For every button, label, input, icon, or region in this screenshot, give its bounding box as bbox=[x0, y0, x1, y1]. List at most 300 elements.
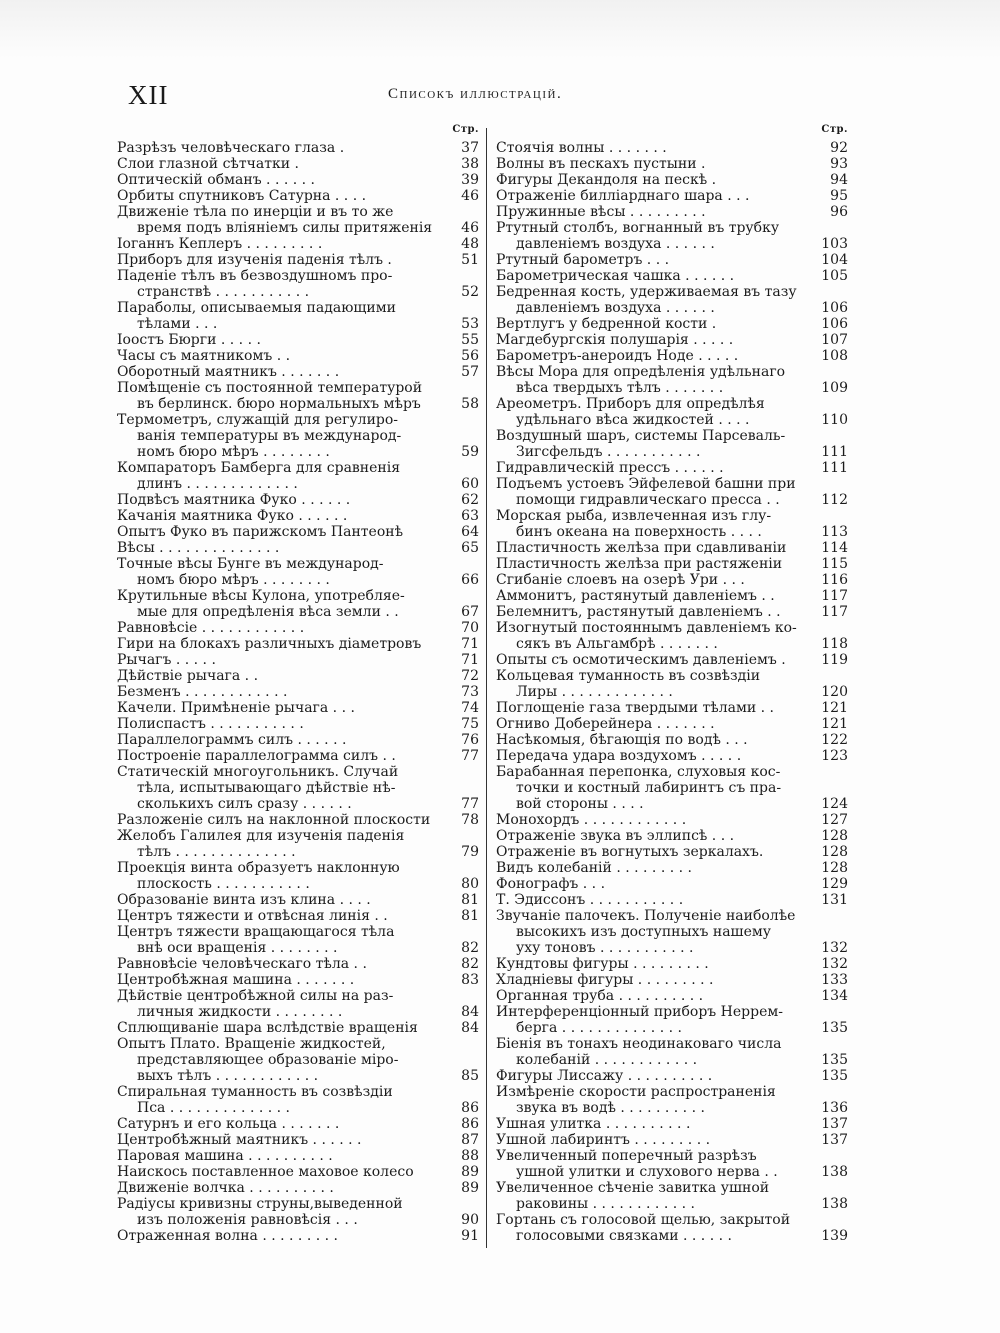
entry-title-line: Іоостъ Бюрги . . . . . bbox=[117, 332, 261, 348]
entry-title-line: Вѣсы Мора для опредѣленія удѣльнаго bbox=[496, 364, 786, 380]
entry-title bbox=[496, 828, 814, 844]
entry-page-number: 70 bbox=[461, 620, 479, 636]
entry-title bbox=[496, 172, 814, 188]
illustration-entry bbox=[117, 972, 483, 988]
entry-title-line: странствѣ . . . . . . . . . . . bbox=[137, 284, 310, 300]
illustration-entry bbox=[496, 1036, 852, 1068]
illustration-entry bbox=[496, 908, 852, 956]
illustration-entry bbox=[117, 188, 483, 204]
entry-page-number: 133 bbox=[821, 972, 848, 988]
entry-title bbox=[117, 988, 445, 1020]
entry-title-line: Фигуры Лиссажу . . . . . . . . . . bbox=[496, 1068, 713, 1084]
entry-page-number: 135 bbox=[821, 1020, 848, 1036]
entry-page-number: 65 bbox=[461, 540, 479, 556]
entry-title bbox=[117, 332, 445, 348]
illustration-entry bbox=[117, 860, 483, 892]
entry-title bbox=[117, 956, 445, 972]
entry-title-line: бинъ океана на поверхность . . . . bbox=[516, 524, 762, 540]
illustration-entry bbox=[496, 588, 852, 604]
entry-title bbox=[496, 876, 814, 892]
entry-title-line: Построеніе параллелограмма силъ . . bbox=[117, 748, 396, 764]
entry-page-number: 86 bbox=[461, 1100, 479, 1116]
entry-title-line: Движеніе тѣла по инерціи и въ то же bbox=[117, 204, 394, 220]
entry-title-line: Пластичность желѣза при сдавливаніи bbox=[496, 540, 787, 556]
entry-title-line: номъ бюро мѣръ . . . . . . . . bbox=[137, 444, 330, 460]
entry-page-number: 119 bbox=[821, 652, 848, 668]
entry-title bbox=[496, 284, 814, 316]
entry-title-line: Слои глазной сѣтчатки . bbox=[117, 156, 299, 172]
entry-title-line: ушной улитки и слухового нерва . . bbox=[516, 1164, 778, 1180]
entry-page-number: 132 bbox=[821, 956, 848, 972]
entry-page-number: 108 bbox=[821, 348, 848, 364]
illustration-entry bbox=[496, 572, 852, 588]
entry-title bbox=[117, 668, 445, 684]
entry-title bbox=[117, 540, 445, 556]
illustration-entry bbox=[117, 716, 483, 732]
entry-title-line: Изогнутый постояннымъ давленіемъ ко- bbox=[496, 620, 797, 636]
entry-title-line: Насѣкомыя, бѣгающія по водѣ . . . bbox=[496, 732, 748, 748]
entry-title-line: Вѣсы . . . . . . . . . . . . . . bbox=[117, 540, 280, 556]
entry-title-line: Орбиты спутниковъ Сатурна . . . . bbox=[117, 188, 367, 204]
entry-page-number: 93 bbox=[830, 156, 848, 172]
entry-title-line: Статическій многоугольникъ. Случай bbox=[117, 764, 399, 780]
right-column bbox=[496, 124, 852, 1244]
entry-title-line: Гортань съ голосовой щелью, закрытой bbox=[496, 1212, 791, 1228]
entry-page-number: 67 bbox=[461, 604, 479, 620]
entry-title bbox=[496, 732, 814, 748]
entry-title-line: точки и костный лабиринтъ съ пра- bbox=[516, 780, 782, 796]
entry-title bbox=[496, 156, 814, 172]
illustration-entry bbox=[117, 956, 483, 972]
illustration-entry bbox=[117, 908, 483, 924]
entry-page-number: 94 bbox=[830, 172, 848, 188]
entry-page-number: 71 bbox=[461, 652, 479, 668]
illustration-entry bbox=[117, 828, 483, 860]
entry-page-number: 55 bbox=[461, 332, 479, 348]
entry-title bbox=[117, 1116, 445, 1132]
entry-page-number: 51 bbox=[461, 252, 479, 268]
entry-title-line: Морская рыба, извлеченная изъ глу- bbox=[496, 508, 772, 524]
entry-page-number: 118 bbox=[821, 636, 848, 652]
illustration-entry bbox=[496, 172, 852, 188]
entry-title bbox=[117, 716, 445, 732]
entry-title-line: время подъ вліяніемъ силы притяженія bbox=[137, 220, 433, 236]
running-title: Списокъ иллюстрацій. bbox=[388, 86, 563, 102]
entry-title-line: вой стороны . . . . bbox=[516, 796, 644, 812]
entry-title-line: Фонографъ . . . bbox=[496, 876, 606, 892]
entry-page-number: 121 bbox=[821, 700, 848, 716]
entry-page-number: 109 bbox=[821, 380, 848, 396]
illustration-entry bbox=[496, 460, 852, 476]
entry-page-number: 39 bbox=[461, 172, 479, 188]
illustration-entry bbox=[496, 668, 852, 700]
entry-title-line: Равновѣсіе человѣческаго тѣла . . bbox=[117, 956, 367, 972]
illustration-entry bbox=[496, 620, 852, 652]
entry-title bbox=[117, 140, 445, 156]
illustration-entry bbox=[496, 812, 852, 828]
entry-title-line: мые для опредѣленія вѣса земли . . bbox=[137, 604, 399, 620]
entry-title bbox=[496, 220, 814, 252]
entry-title bbox=[117, 908, 445, 924]
entry-title bbox=[496, 972, 814, 988]
entry-title-line: сякъ въ Альгамбрѣ . . . . . . . bbox=[516, 636, 718, 652]
entry-title-line: Вертлугъ у бедренной кости . bbox=[496, 316, 717, 332]
entry-page-number: 81 bbox=[461, 892, 479, 908]
illustration-entry bbox=[117, 1228, 483, 1244]
illustration-entry bbox=[496, 860, 852, 876]
illustration-entry bbox=[496, 828, 852, 844]
entry-title bbox=[117, 652, 445, 668]
entry-title bbox=[496, 1068, 814, 1084]
illustration-entry bbox=[496, 428, 852, 460]
illustration-entry bbox=[117, 588, 483, 620]
entry-title-line: Барометрическая чашка . . . . . . bbox=[496, 268, 735, 284]
entry-title bbox=[496, 844, 814, 860]
page-column-header: Стр. bbox=[821, 124, 848, 135]
entry-title-line: Сплющиваніе шара вслѣдствіе вращенія bbox=[117, 1020, 418, 1036]
entry-page-number: 77 bbox=[461, 748, 479, 764]
illustration-entry bbox=[117, 892, 483, 908]
illustration-entry bbox=[117, 700, 483, 716]
entry-title-line: Приборъ для изученія паденія тѣлъ . bbox=[117, 252, 392, 268]
entry-title bbox=[496, 1116, 814, 1132]
entry-title bbox=[117, 348, 445, 364]
illustration-entry bbox=[496, 1148, 852, 1180]
entry-title-line: Пластичность желѣза при растяженіи bbox=[496, 556, 783, 572]
entry-title bbox=[117, 764, 445, 812]
entry-title-line: сколькихъ силъ сразу . . . . . . bbox=[137, 796, 352, 812]
entry-page-number: 63 bbox=[461, 508, 479, 524]
illustration-entry bbox=[496, 188, 852, 204]
entry-title-line: Поглощеніе газа твердыми тѣлами . . bbox=[496, 700, 775, 716]
entry-title-line: номъ бюро мѣръ . . . . . . . . bbox=[137, 572, 330, 588]
entry-title bbox=[496, 188, 814, 204]
entry-title-line: Стоячія волны . . . . . . . bbox=[496, 140, 667, 156]
entry-page-number: 75 bbox=[461, 716, 479, 732]
entry-page-number: 82 bbox=[461, 956, 479, 972]
entry-title bbox=[496, 892, 814, 908]
entry-title bbox=[496, 620, 814, 652]
entry-title bbox=[117, 924, 445, 956]
entry-title-line: Гидравлическій прессъ . . . . . . bbox=[496, 460, 724, 476]
illustration-entry bbox=[117, 1164, 483, 1180]
entry-page-number: 89 bbox=[461, 1180, 479, 1196]
column-divider bbox=[486, 128, 487, 1248]
entry-page-number: 137 bbox=[821, 1116, 848, 1132]
entry-title bbox=[117, 972, 445, 988]
entry-title-line: Отраженіе въ вогнутыхъ зеркалахъ. bbox=[496, 844, 764, 860]
entry-title bbox=[117, 156, 445, 172]
entry-title bbox=[496, 604, 814, 620]
entry-title-line: тѣлами . . . bbox=[137, 316, 218, 332]
entry-title-line: Спиральная туманность въ созвѣздіи bbox=[117, 1084, 393, 1100]
entry-title-line: Подъемъ устоевъ Эйфелевой башни при bbox=[496, 476, 796, 492]
entry-title-line: Ушной лабиринтъ . . . . . . . . . bbox=[496, 1132, 711, 1148]
entry-title-line: уху тоновъ . . . . . . . . . . . bbox=[516, 940, 694, 956]
entry-page-number: 82 bbox=[461, 940, 479, 956]
entry-page-number: 107 bbox=[821, 332, 848, 348]
entry-page-number: 72 bbox=[461, 668, 479, 684]
entry-title-line: Разложеніе силъ на наклонной плоскости bbox=[117, 812, 431, 828]
entry-title-line: Пружинные вѣсы . . . . . . . . . bbox=[496, 204, 706, 220]
entry-page-number: 138 bbox=[821, 1196, 848, 1212]
illustration-entry bbox=[117, 636, 483, 652]
entry-title bbox=[496, 508, 814, 540]
entry-title bbox=[117, 460, 445, 492]
illustration-entry bbox=[496, 316, 852, 332]
illustration-entry bbox=[496, 332, 852, 348]
entry-title-line: Сатурнъ и его кольца . . . . . . . bbox=[117, 1116, 340, 1132]
entry-title bbox=[117, 204, 445, 236]
entry-page-number: 92 bbox=[830, 140, 848, 156]
entry-title-line: Радіусы кривизны струны,выведенной bbox=[117, 1196, 403, 1212]
entry-page-number: 84 bbox=[461, 1020, 479, 1036]
illustration-entry bbox=[117, 348, 483, 364]
entry-title bbox=[496, 1004, 814, 1036]
entry-title-line: Качанія маятника Фуко . . . . . . bbox=[117, 508, 348, 524]
entry-title bbox=[117, 1180, 445, 1196]
entry-title-line: Ареометръ. Приборъ для опредѣлѣя bbox=[496, 396, 765, 412]
entry-title bbox=[117, 700, 445, 716]
entry-page-number: 46 bbox=[461, 220, 479, 236]
illustration-entry bbox=[117, 172, 483, 188]
entry-title bbox=[117, 860, 445, 892]
entry-title-line: Зигсфельдъ . . . . . . . . . . . bbox=[516, 444, 701, 460]
entry-page-number: 122 bbox=[821, 732, 848, 748]
entry-title-line: Центръ тяжести и отвѣсная линія . . bbox=[117, 908, 388, 924]
entry-page-number: 110 bbox=[821, 412, 848, 428]
entry-page-number: 117 bbox=[821, 604, 848, 620]
entry-title-line: Лиры . . . . . . . . . . . . . bbox=[516, 684, 673, 700]
entry-title-line: внѣ оси вращенія . . . . . . . . bbox=[137, 940, 338, 956]
entry-title-line: Бедренная кость, удерживаемая въ тазу bbox=[496, 284, 797, 300]
entry-title-line: Центръ тяжести вращающагося тѣла bbox=[117, 924, 395, 940]
entry-page-number: 79 bbox=[461, 844, 479, 860]
illustration-entry bbox=[496, 1132, 852, 1148]
entry-title bbox=[117, 412, 445, 460]
entry-page-number: 104 bbox=[821, 252, 848, 268]
entry-title-line: Воздушный шаръ, системы Парсеваль- bbox=[496, 428, 786, 444]
illustration-entry bbox=[496, 156, 852, 172]
entry-page-number: 128 bbox=[821, 828, 848, 844]
entry-title bbox=[496, 812, 814, 828]
illustration-entry bbox=[117, 1180, 483, 1196]
entry-title-line: Проекція винта образуетъ наклонную bbox=[117, 860, 400, 876]
entry-title-line: Органная труба . . . . . . . . . . bbox=[496, 988, 704, 1004]
entry-page-number: 106 bbox=[821, 300, 848, 316]
entry-page-number: 111 bbox=[821, 460, 848, 476]
entry-title-line: въ берлинск. бюро нормальныхъ мѣръ bbox=[137, 396, 421, 412]
entry-title-line: Оборотный маятникъ . . . . . . . bbox=[117, 364, 340, 380]
entry-page-number: 123 bbox=[821, 748, 848, 764]
entry-title-line: Ртутный барометръ . . . bbox=[496, 252, 670, 268]
entry-page-number: 64 bbox=[461, 524, 479, 540]
entry-title-line: Кольцевая туманность въ созвѣздіи bbox=[496, 668, 761, 684]
entry-title bbox=[117, 620, 445, 636]
illustration-entry bbox=[496, 1212, 852, 1244]
illustration-entry bbox=[496, 1116, 852, 1132]
illustration-entry bbox=[496, 140, 852, 156]
entry-page-number: 77 bbox=[461, 796, 479, 812]
entry-title-line: Т. Эдиссонъ . . . . . . . . . . . bbox=[496, 892, 684, 908]
entry-page-number: 116 bbox=[821, 572, 848, 588]
entry-title bbox=[117, 892, 445, 908]
entry-title-line: Увеличенное сѣченіе завитка ушной bbox=[496, 1180, 770, 1196]
entry-title-line: Термометръ, служащій для регулиро- bbox=[117, 412, 399, 428]
illustration-entry bbox=[496, 972, 852, 988]
entry-page-number: 84 bbox=[461, 1004, 479, 1020]
entry-title-line: высокихъ изъ доступныхъ нашему bbox=[516, 924, 771, 940]
entry-page-number: 138 bbox=[821, 1164, 848, 1180]
illustration-entry bbox=[117, 252, 483, 268]
entry-title bbox=[496, 396, 814, 428]
entry-title-line: Гири на блокахъ различныхъ діаметровъ bbox=[117, 636, 422, 652]
entry-page-number: 89 bbox=[461, 1164, 479, 1180]
entry-page-number: 135 bbox=[821, 1068, 848, 1084]
entry-title bbox=[117, 748, 445, 764]
entry-title-line: длинъ . . . . . . . . . . . . . bbox=[137, 476, 298, 492]
entry-title bbox=[496, 252, 814, 268]
illustration-entry bbox=[117, 364, 483, 380]
illustration-entry bbox=[496, 1068, 852, 1084]
entry-title bbox=[496, 540, 814, 556]
entry-title bbox=[496, 588, 814, 604]
entry-page-number: 113 bbox=[821, 524, 848, 540]
illustration-entry bbox=[117, 1148, 483, 1164]
illustration-entry bbox=[117, 556, 483, 588]
illustration-entry bbox=[496, 748, 852, 764]
illustration-entry bbox=[117, 748, 483, 764]
illustration-entry bbox=[496, 396, 852, 428]
entry-title-line: Часы съ маятникомъ . . bbox=[117, 348, 291, 364]
entry-title-line: Видъ колебаній . . . . . . . . . bbox=[496, 860, 692, 876]
entry-title-line: Отраженіе билліарднаго шара . . . bbox=[496, 188, 750, 204]
entry-title-line: Сгибаніе слоевъ на озерѣ Ури . . . bbox=[496, 572, 745, 588]
illustration-entry bbox=[117, 492, 483, 508]
entry-title bbox=[117, 1020, 445, 1036]
entry-title bbox=[496, 204, 814, 220]
entry-title bbox=[496, 700, 814, 716]
entry-title-line: Дѣйствіе рычага . . bbox=[117, 668, 259, 684]
entry-page-number: 62 bbox=[461, 492, 479, 508]
illustration-entry bbox=[496, 476, 852, 508]
illustration-entry bbox=[117, 268, 483, 300]
entry-title-line: Дѣйствіе центробѣжной силы на раз- bbox=[117, 988, 394, 1004]
entry-page-number: 83 bbox=[461, 972, 479, 988]
entry-title-line: Разрѣзъ человѣческаго глаза . bbox=[117, 140, 345, 156]
entry-title-line: Измѣреніе скорости распространенія bbox=[496, 1084, 776, 1100]
entry-page-number: 134 bbox=[821, 988, 848, 1004]
illustration-entry bbox=[117, 988, 483, 1020]
illustration-entry bbox=[496, 540, 852, 556]
entry-title-line: Подвѣсъ маятника Фуко . . . . . . bbox=[117, 492, 351, 508]
entry-title-line: Огниво Доберейнера . . . . . . . bbox=[496, 716, 715, 732]
entry-title-line: колебаній . . . . . . . . . . . . bbox=[516, 1052, 698, 1068]
illustration-entry bbox=[117, 652, 483, 668]
entry-title bbox=[117, 636, 445, 652]
entry-title-line: Звучаніе палочекъ. Полученіе наиболѣе bbox=[496, 908, 796, 924]
entry-title-line: Опыты съ осмотическимъ давленіемъ . bbox=[496, 652, 786, 668]
entry-page-number: 115 bbox=[821, 556, 848, 572]
entry-page-number: 90 bbox=[461, 1212, 479, 1228]
entry-title bbox=[496, 1036, 814, 1068]
entry-title bbox=[117, 172, 445, 188]
page-column-header: Стр. bbox=[452, 124, 479, 135]
entry-title bbox=[496, 268, 814, 284]
entry-title bbox=[117, 1036, 445, 1084]
scan-edge bbox=[0, 0, 1000, 58]
entry-title-line: Іоганнъ Кеплеръ . . . . . . . . . bbox=[117, 236, 323, 252]
entry-page-number: 87 bbox=[461, 1132, 479, 1148]
entry-title-line: Барометръ-анероидъ Ноде . . . . . bbox=[496, 348, 739, 364]
entry-title bbox=[117, 492, 445, 508]
illustration-entry bbox=[117, 508, 483, 524]
entry-title bbox=[496, 140, 814, 156]
illustration-entry bbox=[117, 1036, 483, 1084]
entry-title-line: Аммонитъ, растянутый давленіемъ . . bbox=[496, 588, 775, 604]
entry-title-line: Полиспастъ . . . . . . . . . . . bbox=[117, 716, 304, 732]
illustration-entry bbox=[117, 380, 483, 412]
entry-title-line: Волны въ пескахъ пустыни . bbox=[496, 156, 706, 172]
entry-title bbox=[496, 860, 814, 876]
entry-title-line: давленіемъ воздуха . . . . . . bbox=[516, 236, 715, 252]
entry-title-line: Рычагъ . . . . . bbox=[117, 652, 216, 668]
entry-title-line: Ушная улитка . . . . . . . . . . bbox=[496, 1116, 691, 1132]
entry-title bbox=[117, 812, 445, 828]
entry-page-number: 48 bbox=[461, 236, 479, 252]
entry-title bbox=[496, 764, 814, 812]
illustration-entry bbox=[117, 1196, 483, 1228]
entry-page-number: 95 bbox=[830, 188, 848, 204]
entry-title-line: Біенія въ тонахъ неодинаковаго числа bbox=[496, 1036, 782, 1052]
illustration-entry bbox=[117, 732, 483, 748]
entry-title-line: тѣла, испытывающаго дѣйствіе нѣ- bbox=[137, 780, 396, 796]
entry-title-line: раковины . . . . . . . . . . . . bbox=[516, 1196, 695, 1212]
entry-page-number: 74 bbox=[461, 700, 479, 716]
entry-page-number: 96 bbox=[830, 204, 848, 220]
entry-title-line: Крутильные вѣсы Кулона, употребляе- bbox=[117, 588, 405, 604]
entry-title-line: Пса . . . . . . . . . . . . . . bbox=[137, 1100, 291, 1116]
entry-title bbox=[117, 1196, 445, 1228]
entry-title-line: Магдебургскія полушарія . . . . . bbox=[496, 332, 734, 348]
entry-title-line: удѣльнаго вѣса жидкостей . . . . bbox=[516, 412, 750, 428]
entry-title bbox=[117, 556, 445, 588]
entry-page-number: 46 bbox=[461, 188, 479, 204]
illustration-entry bbox=[496, 348, 852, 364]
entry-title-line: Качели. Примѣненіе рычага . . . bbox=[117, 700, 355, 716]
entry-title bbox=[496, 348, 814, 364]
entry-page-number: 88 bbox=[461, 1148, 479, 1164]
entry-title bbox=[117, 508, 445, 524]
entry-title bbox=[117, 588, 445, 620]
entry-title-line: Желобъ Галилея для изученія паденія bbox=[117, 828, 405, 844]
illustration-entry bbox=[117, 412, 483, 460]
entry-title bbox=[117, 1228, 445, 1244]
entry-page-number: 128 bbox=[821, 860, 848, 876]
entry-title bbox=[496, 716, 814, 732]
entry-page-number: 136 bbox=[821, 1100, 848, 1116]
entry-title bbox=[496, 1148, 814, 1180]
page-number-roman: XII bbox=[128, 80, 169, 110]
illustration-entry bbox=[117, 204, 483, 236]
illustration-entry bbox=[117, 300, 483, 332]
illustration-entry bbox=[496, 220, 852, 252]
entry-title bbox=[496, 908, 814, 956]
illustration-entry bbox=[496, 764, 852, 812]
entry-title-line: Отраженіе звука въ эллипсѣ . . . bbox=[496, 828, 735, 844]
entry-title-line: Хладніевы фигуры . . . . . . . . . bbox=[496, 972, 714, 988]
entry-title-line: представляющее образованіе міро- bbox=[137, 1052, 399, 1068]
